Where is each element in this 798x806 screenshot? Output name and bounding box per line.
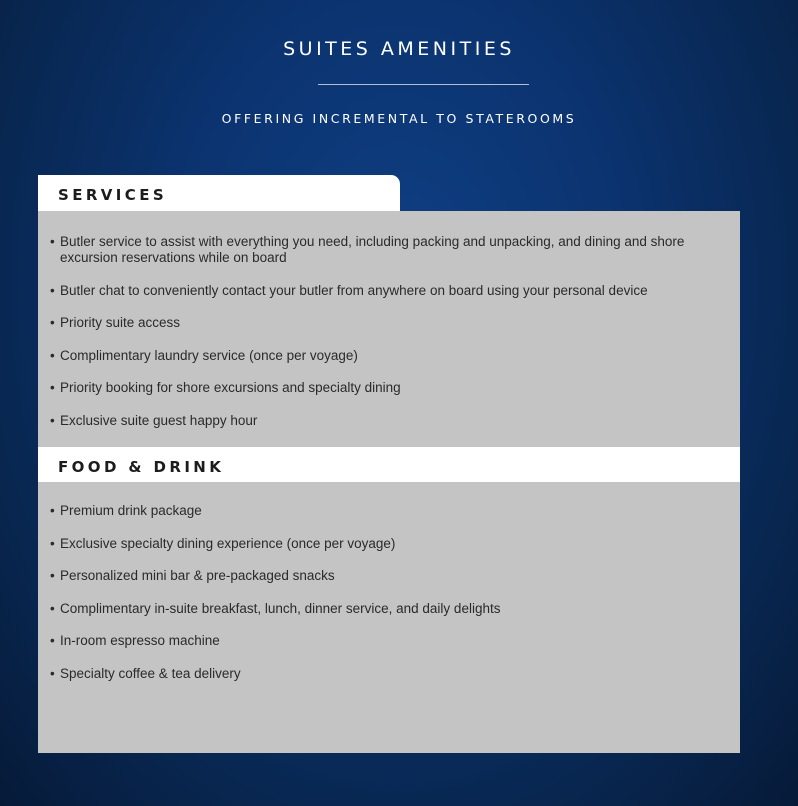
list-item: • Complimentary in-suite breakfast, lunch, dinner service, and daily delights — [50, 601, 722, 617]
list-item: • Exclusive suite guest happy hour — [50, 413, 722, 429]
services-tab — [38, 175, 400, 211]
list-item: • Priority suite access — [50, 315, 722, 331]
list-item: • Priority booking for shore excursions and specialty dining — [50, 380, 722, 396]
food-drink-bar — [38, 447, 740, 482]
list-item: • Personalized mini bar & pre-packaged snacks — [50, 568, 722, 584]
food-drink-heading: FOOD & DRINK — [58, 458, 225, 476]
list-item: • Premium drink package — [50, 503, 722, 519]
page-subtitle: OFFERING INCREMENTAL TO STATEROOMS — [221, 111, 577, 126]
services-heading: SERVICES — [58, 186, 168, 204]
services-list — [50, 234, 722, 445]
list-item: • In-room espresso machine — [50, 633, 722, 649]
list-item: • Butler service to assist with everything you need, including packing and unpacking, and dining and shore excursion reservations while on board — [50, 234, 690, 266]
list-item: • Specialty coffee & tea delivery — [50, 666, 722, 682]
food-drink-list — [50, 503, 722, 698]
list-item: • Complimentary laundry service (once per voyage) — [50, 348, 722, 364]
list-item: • Butler chat to conveniently contact your butler from anywhere on board using your personal device — [50, 283, 722, 299]
list-item: • Exclusive specialty dining experience (once per voyage) — [50, 536, 722, 552]
title-divider — [318, 84, 529, 85]
page-title: SUITES AMENITIES — [283, 38, 515, 60]
